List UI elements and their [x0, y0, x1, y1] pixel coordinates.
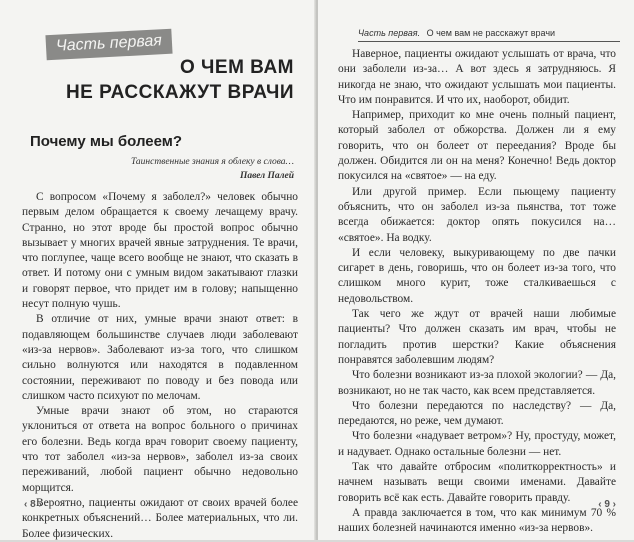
left-body-text	[22, 190, 298, 542]
paragraph: Так что давайте отбросим «политкорректность» и начнем называть вещи своими именами. Давайте говорить всё как есть. Давайте говорить правду.	[338, 461, 616, 504]
part-label: Часть первая	[45, 29, 172, 61]
page-number: ‹ 9 ›	[598, 499, 616, 510]
right-body-text	[338, 47, 616, 537]
running-head-title: О чем вам не расскажут врачи	[426, 28, 556, 38]
epigraph-text: Таинственные знания я облеку в слова…	[130, 157, 294, 167]
paragraph: Наверное, пациенты ожидают услышать от врача, что они заболели из-за… А вот здесь я затрудняюсь. Я никогда не знаю, что ожидают услышать мои пациенты. Что им понравится. И что их, наоборот, обидит.	[338, 48, 616, 106]
paragraph: Умные врачи знают об этом, но стараются уклониться от ответа на вопрос больного о причинах его болезни. Ведь когда врач говорит своему пациенту, что тот заболел «из-за нервов», заболел из-за своих переживаний, любой пациент обычно недовольно морщится.	[22, 405, 298, 494]
paragraph: Что болезни «надувает ветром»? Ну, простуду, может, и надувает. Однако остальные болезни — нет.	[338, 430, 616, 458]
epigraph	[131, 155, 294, 183]
chapter-title-line2: НЕ РАССКАЖУТ ВРАЧИ	[65, 82, 294, 103]
chapter-title-line1: О ЧЕМ ВАМ	[179, 57, 294, 78]
paragraph: А правда заключается в том, что как минимум 70 % наших болезней начинаются именно «из-за нервов».	[338, 506, 616, 535]
running-head-part: Часть первая.	[358, 28, 421, 38]
right-page	[318, 0, 634, 540]
paragraph: Вероятно, пациенты ожидают от своих врачей более конкретных объяснений… Более материальных, что ли. Более физических.	[22, 496, 298, 540]
paragraph: Что болезни передаются по наследству? — Да, передаются, но реже, чем думают.	[338, 399, 616, 428]
paragraph: И если человеку, выкуривающему по две пачки сигарет в день, говоришь, что он болеет из-за того, что слишком много курит, тоже сталкиваешься с недовольством.	[338, 246, 616, 305]
chapter-title	[66, 55, 294, 105]
paragraph: Так чего же ждут от врачей наши любимые пациенты? Что должен сказать им врач, чтобы не погладить против шерстки? Какие объяснения понравятся заболевшим людям?	[338, 308, 616, 366]
paragraph: Что болезни возникают из-за плохой экологии? — Да, возникают, но не так часто, как всем представляется.	[338, 369, 616, 397]
running-head	[358, 28, 620, 42]
paragraph: В отличие от них, умные врачи знают ответ: в подавляющем большинстве случаев люди заболевают «из-за нервов». Заболевают из-за того, что слишком сильно волнуются или находятся в подавленном состоянии, переживают по поводу и без повода или слишком часто психуют по мелочам.	[22, 313, 298, 402]
epigraph-author: Павел Палей	[239, 171, 294, 181]
paragraph: Например, приходит ко мне очень полный пациент, который заболел от обжорства. Должен ли я ему говорить, что он болеет от переедания? Вроде бы должен. Обидится ли он на меня? Конечно! Ведь доктор покусился на «святое» — на еду.	[338, 109, 616, 183]
paragraph: С вопросом «Почему я заболел?» человек обычно первым делом обращается к своему лечащему врачу. Странно, но этот вроде бы простой вопрос обычно вызывает у многих врачей явные затруднения. Те врачи, что поглупее, чаще всего вообще не знают, что сказать в ответ. И потому они с умным видом закатывают глазки и говорят первое, что придет им в голову; напыщенно несут полную чушь.	[22, 191, 298, 311]
paragraph: Или другой пример. Если пьющему пациенту объяснить, что он заболел из-за пьянства, тот тоже всегда обижается: доктор опять покусился на… «святое». На водку.	[338, 185, 616, 244]
page-number: ‹ 8 ›	[24, 499, 42, 510]
section-title: Почему мы болеем?	[30, 133, 183, 150]
left-page	[0, 0, 316, 540]
